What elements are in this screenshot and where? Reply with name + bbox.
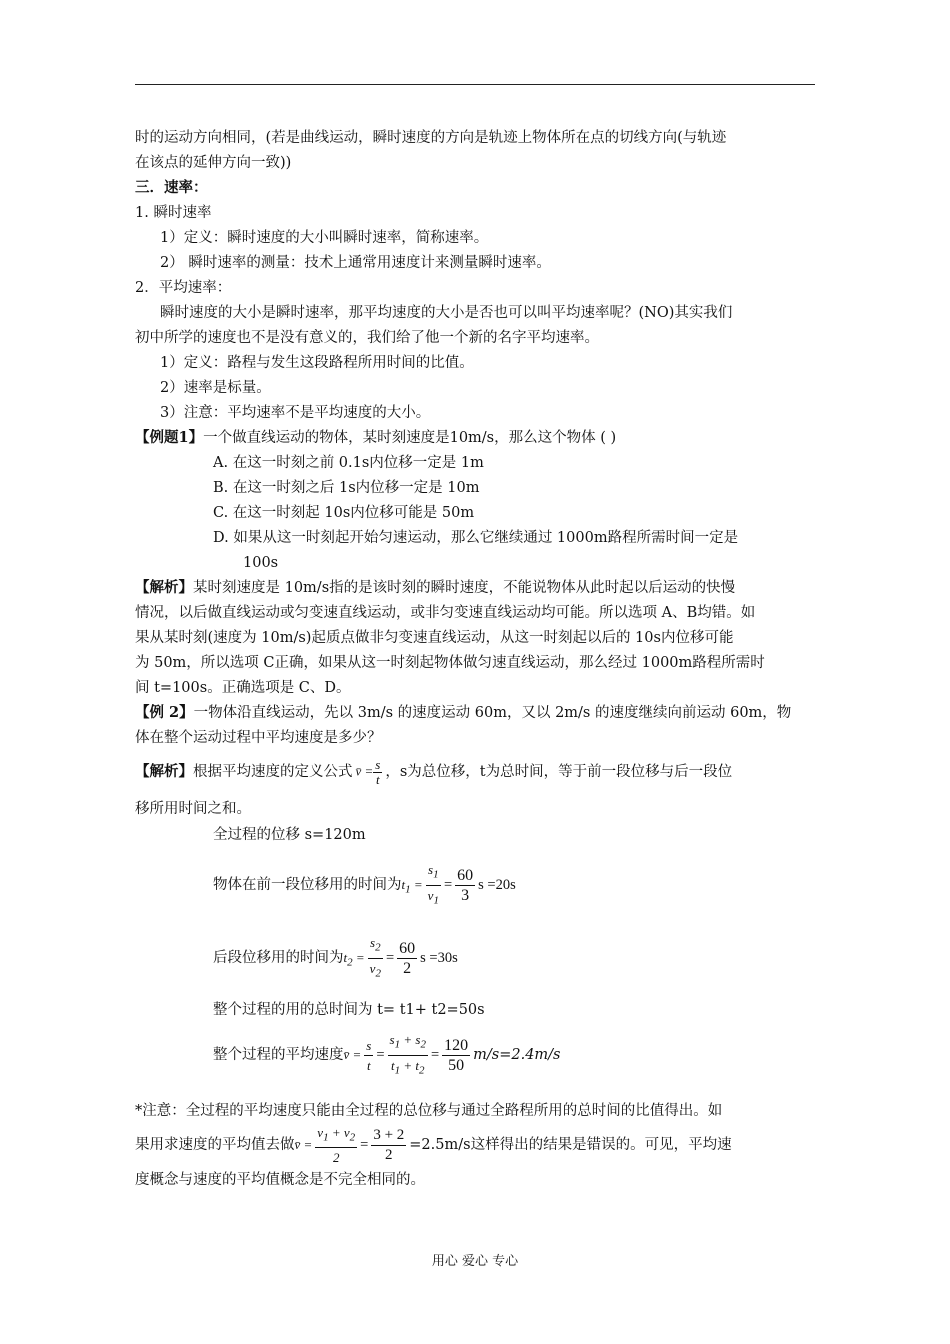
option-a: A. 在这一时刻之前 0.1s内位移一定是 1m bbox=[213, 455, 484, 471]
formula-v-eq-s-over-t: v̄ = $\frac{s}{t}$ bbox=[355, 756, 381, 787]
formula-label: 物体在前一段位移用的时间为 bbox=[213, 877, 402, 894]
analysis-2-line bbox=[135, 752, 732, 792]
example-text: 一个做直线运动的物体，某时刻速度是10m/s，那么这个物体 ( ) bbox=[203, 430, 617, 446]
formula-result: m/s=2.4m/s bbox=[473, 1047, 561, 1064]
note-text: =2.5m/s这样得出的结果是错误的。可见，平均速 bbox=[409, 1137, 732, 1153]
analysis-text: ，s为总位移，t为总时间，等于前一段位移与后一段位 bbox=[385, 764, 733, 780]
analysis-text: 某时刻速度是 10m/s指的是该时刻的瞬时速度，不能说物体从此时起以后运动的快慢 bbox=[193, 580, 736, 596]
analysis-1-line: 为 50m，所以选项 C正确，如果从这一时刻起物体做匀速直线运动，那么经过 1000m路程所需时 bbox=[135, 655, 765, 671]
text-line: 初中所学的速度也不是没有意义的，我们给了他一个新的名字平均速率。 bbox=[135, 330, 599, 346]
formula-label: 整个过程的平均速度 bbox=[213, 1047, 344, 1064]
analysis-text: 根据平均速度的定义公式 bbox=[193, 764, 353, 780]
example-2-line: 体在整个运动过程中平均速度是多少？ bbox=[135, 730, 382, 746]
formula-t2: 后段位移用的时间为$t_2$ = $\frac{s_2}{v_2}$ = $\frac{60}{2}$ s =30s bbox=[213, 935, 458, 980]
text-line: 2） 瞬时速率的测量：技术上通常用速度计来测量瞬时速率。 bbox=[160, 255, 551, 271]
example-text: 一物体沿直线运动，先以 3m/s 的速度运动 60m，又以 2m/s 的速度继续向前运动 60m，物 bbox=[193, 705, 792, 721]
note-line: 果用求速度的平均值去做v̄ = $\frac{v_1 + v_2}{2}$ = $\frac{3 + 2}{2}$ =2.5m/s这样得出的结果是错误的。可见，平均速 bbox=[135, 1124, 732, 1166]
analysis-tag: 【解析】 bbox=[135, 579, 193, 596]
page-footer: 用心 爱心 专心 bbox=[431, 1254, 519, 1269]
displacement-line: 全过程的位移 s=120m bbox=[213, 827, 366, 843]
header-rule bbox=[135, 84, 815, 85]
subheading: 2．平均速率： bbox=[135, 280, 232, 296]
example-tag: 【例题1】 bbox=[135, 429, 204, 446]
note-line: 度概念与速度的平均值概念是不完全相同的。 bbox=[135, 1172, 425, 1188]
example-2-stem bbox=[135, 703, 791, 723]
section-heading: 三．速率： bbox=[135, 179, 208, 196]
text-line: 1）定义：瞬时速度的大小叫瞬时速率，简称速率。 bbox=[160, 230, 489, 246]
example-tag: 【例 2】 bbox=[135, 704, 194, 721]
analysis-1-line bbox=[135, 578, 735, 598]
text-line: 2）速率是标量。 bbox=[160, 380, 271, 396]
text-line: 瞬时速度的大小是瞬时速率，那平均速度的大小是否也可以叫平均速率呢？(NO)其实我们 bbox=[160, 305, 733, 321]
text-line: 时的运动方向相同，(若是曲线运动，瞬时速度的方向是轨迹上物体所在点的切线方向(与轨迹 bbox=[135, 130, 727, 146]
option-d-cont: 100s bbox=[243, 555, 279, 571]
formula-result: s =20s bbox=[478, 877, 516, 894]
formula-t1: 物体在前一段位移用的时间为$t_1$ = $\frac{s_1}{v_1}$ = $\frac{60}{3}$ s =20s bbox=[213, 862, 516, 907]
text-line: 3）注意：平均速率不是平均速度的大小。 bbox=[160, 405, 431, 421]
example-1-stem bbox=[135, 428, 616, 448]
analysis-2-line: 移所用时间之和。 bbox=[135, 801, 251, 817]
analysis-1-line: 间 t=100s。正确选项是 C、D。 bbox=[135, 680, 351, 696]
text-line: 在该点的延伸方向一致)) bbox=[135, 155, 292, 171]
formula-avg: 整个过程的平均速度v̄ = $\frac{s}{t}$ = $\frac{s_1 + s_2}{t_1 + t_2}$ = $\frac{120}{50}$ m/s=2.4m/s bbox=[213, 1032, 561, 1077]
option-c: C. 在这一时刻起 10s内位移可能是 50m bbox=[213, 505, 475, 521]
formula-result: s =30s bbox=[420, 950, 458, 967]
formula-label: 后段位移用的时间为 bbox=[213, 950, 344, 967]
subheading: 1. 瞬时速率 bbox=[135, 205, 212, 221]
note-text: 果用求速度的平均值去做 bbox=[135, 1137, 295, 1153]
analysis-1-line: 果从某时刻(速度为 10m/s)起质点做非匀变速直线运动，从这一时刻起以后的 10s内位移可能 bbox=[135, 630, 734, 646]
text-line: 1）定义：路程与发生这段路程所用时间的比值。 bbox=[160, 355, 474, 371]
analysis-tag: 【解析】 bbox=[135, 763, 193, 780]
option-b: B. 在这一时刻之后 1s内位移一定是 10m bbox=[213, 480, 480, 496]
option-d: D. 如果从这一时刻起开始匀速运动，那么它继续通过 1000m路程所需时间一定是 bbox=[213, 530, 739, 546]
note-line: *注意：全过程的平均速度只能由全过程的总位移与通过全路程所用的总时间的比值得出。如 bbox=[135, 1103, 723, 1119]
total-time-line: 整个过程的用的总时间为 t= t1+ t2=50s bbox=[213, 1002, 485, 1018]
analysis-1-line: 情况，以后做直线运动或匀变速直线运动，或非匀变速直线运动均可能。所以选项 A、B均错。如 bbox=[135, 605, 756, 621]
